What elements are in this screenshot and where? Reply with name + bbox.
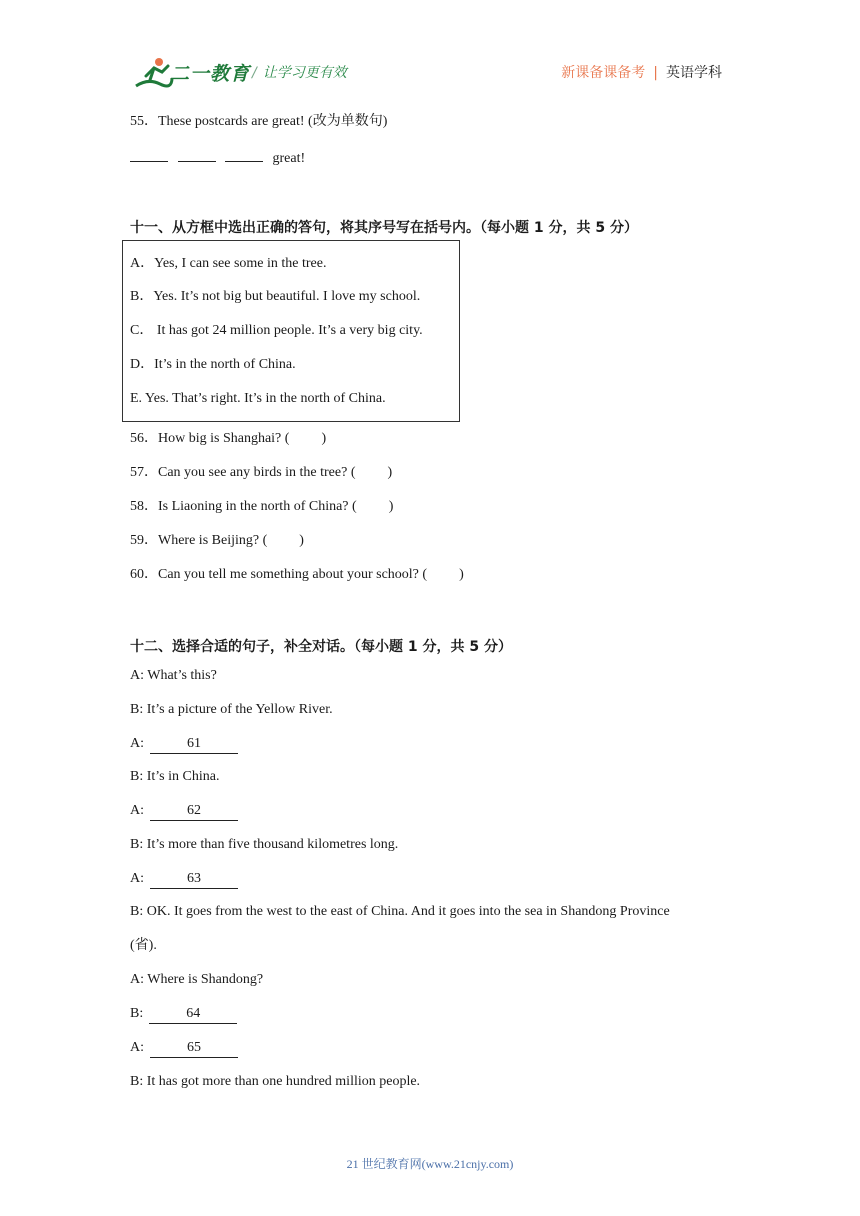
dialogue-line: A: Where is Shandong? [130, 972, 264, 987]
answer-blank[interactable]: 64 [149, 1005, 237, 1024]
option-a: A．Yes, I can see some in the tree. [130, 256, 327, 271]
slogan: / 让学习更有效 [252, 65, 347, 81]
answer-blank[interactable] [225, 147, 263, 162]
paren-close: ) [388, 499, 394, 514]
speaker: B: [130, 1006, 144, 1021]
runner-logo-icon [134, 56, 174, 90]
paren-close: ) [387, 465, 393, 480]
section-12-title: 十二、选择合适的句子，补全对话。（每小题 1 分，共 5 分） [130, 639, 512, 655]
dialogue-blank-62 [130, 802, 238, 821]
dialogue-line: B: It’s more than five thousand kilometres long. [130, 837, 399, 852]
q55-answer-tail: great! [272, 151, 306, 166]
answer-blank[interactable] [130, 147, 168, 162]
question-text: 57．Can you see any birds in the tree? ( [130, 465, 356, 480]
paren-close: ) [459, 567, 464, 582]
dialogue-line: (省). [130, 938, 157, 953]
question-text: 58．Is Liaoning in the north of China? ( [130, 499, 357, 514]
option-c: C． It has got 24 million people. It’s a very big city. [130, 323, 423, 338]
option-e: E. Yes. That’s right. It’s in the north of China. [130, 391, 386, 406]
header-tag-prep: 新课备课备考 [561, 65, 646, 81]
slogan-text: 让学习更有效 [262, 65, 347, 81]
dialogue-line: A: What’s this? [130, 668, 217, 683]
answer-blank[interactable] [178, 147, 216, 162]
option-b: B．Yes. It’s not big but beautiful. I love my school. [130, 289, 421, 304]
dialogue-line: B: It has got more than one hundred million people. [130, 1074, 421, 1089]
dialogue-line: B: It’s a picture of the Yellow River. [130, 702, 333, 717]
speaker: A: [130, 803, 144, 818]
question-60 [130, 566, 464, 584]
speaker: A: [130, 1040, 144, 1055]
dialogue-blank-61 [130, 735, 238, 754]
paren-close: ) [299, 533, 304, 548]
speaker: A: [130, 736, 144, 751]
answer-blank[interactable]: 63 [150, 870, 238, 889]
answer-blank[interactable]: 65 [150, 1039, 238, 1058]
section-11-title: 十一、从方框中选出正确的答句，将其序号写在括号内。（每小题 1 分，共 5 分） [130, 220, 638, 236]
option-d: D．It’s in the north of China. [130, 357, 296, 372]
header-tag-subject: 英语学科 [666, 65, 722, 81]
dialogue-line: B: OK. It goes from the west to the east of China. And it goes into the sea in Shandong Province [130, 904, 670, 919]
answer-blank[interactable]: 61 [150, 735, 238, 754]
question-text: 60．Can you tell me something about your school? ( [130, 567, 428, 582]
paren-close: ) [321, 431, 327, 446]
question-56 [130, 430, 326, 448]
dialogue-line: B: It’s in China. [130, 769, 220, 784]
logo [134, 56, 251, 90]
question-text: 56．How big is Shanghai? ( [130, 431, 290, 446]
q55-answer-line [130, 147, 305, 168]
question-57 [130, 464, 392, 482]
question-text: 59．Where is Beijing? ( [130, 533, 268, 548]
answer-blank[interactable]: 62 [150, 802, 238, 821]
question-59 [130, 532, 304, 550]
logo-text: 二一教育 [170, 63, 251, 85]
q55-prompt: 55．These postcards are great! (改为单数句) [130, 114, 388, 129]
header-right: 新课备课备考 | 英语学科 [561, 65, 722, 81]
dialogue-blank-65 [130, 1039, 238, 1058]
speaker: A: [130, 871, 144, 886]
dialogue-blank-63 [130, 870, 238, 889]
dialogue-blank-64 [130, 1005, 237, 1024]
question-58 [130, 498, 393, 516]
page-header [0, 0, 860, 100]
footer: 21 世纪教育网(www.21cnjy.com) [346, 1157, 514, 1171]
